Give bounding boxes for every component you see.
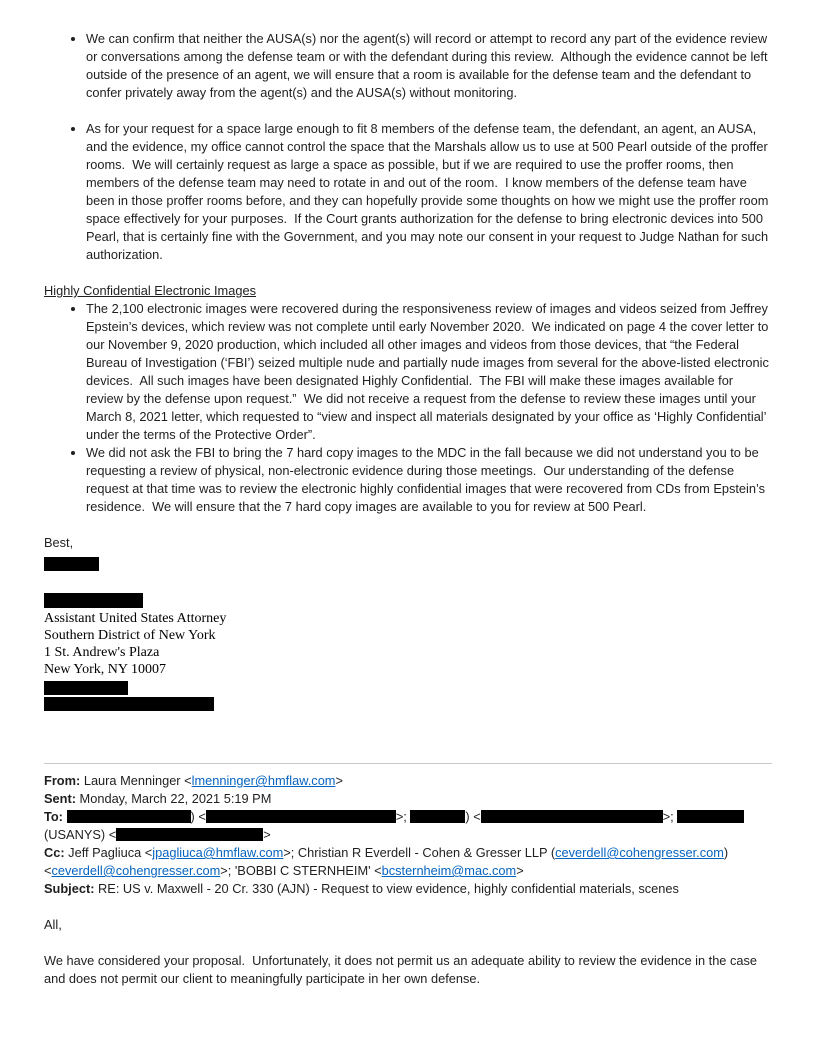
closing-text: Best, xyxy=(44,535,74,550)
signature-address: 1 St. Andrew's Plaza xyxy=(44,645,160,660)
reply-paragraph: We have considered your proposal. Unfortunately, it does not permit us an adequate ability to review the evidence in the case and does not permit our client to meaningfully participate in her own defense. xyxy=(44,953,761,986)
email-link[interactable]: ceverdell@cohengresser.com xyxy=(555,845,724,860)
sent-label: Sent: xyxy=(44,791,76,806)
signature-title: Assistant United States Attorney xyxy=(44,611,227,626)
to-usanys-text: > xyxy=(263,827,271,842)
signature-address: New York, NY 10007 xyxy=(44,662,166,677)
confidential-bullet-list xyxy=(44,300,772,516)
from-text: Laura Menninger < xyxy=(80,773,192,788)
redacted-text xyxy=(67,810,191,823)
redacted-text xyxy=(44,697,214,711)
redacted-text xyxy=(677,810,744,823)
sent-line xyxy=(44,790,772,808)
email-link[interactable]: bcsternheim@mac.com xyxy=(381,863,517,878)
redacted-text xyxy=(44,681,128,695)
redacted-text xyxy=(410,810,465,823)
redacted-text xyxy=(481,810,663,823)
bullet-item: • We did not ask the FBI to bring the 7 hard copy images to the MDC in the fall because we did not understand you to be requesting a review of physical, non-electronic evidence during those meetings. Our understanding of the defense request at that time was to review the electronic highly confidential images that were recovered from CDs from Epstein’s residence. We will ensure that the 7 hard copy images are available to you for review at 500 Pearl. xyxy=(86,444,772,516)
cc-text: >; 'BOBBI C STERNHEIM' < xyxy=(220,863,382,878)
from-label: From: xyxy=(44,773,81,788)
to-separator: ) < xyxy=(190,809,206,824)
section-heading: Highly Confidential Electronic Images xyxy=(44,283,256,298)
from-text: > xyxy=(335,773,343,788)
to-separator: >; xyxy=(395,809,411,824)
to-label: To: xyxy=(44,809,67,824)
bullet-item: • The 2,100 electronic images were recovered during the responsiveness review of images and videos seized from Jeffrey Epstein’s devices, which review was not complete until early November 2020. We indicated on page 4 the cover letter to our November 9, 2020 production, which included all other images and videos from those devices, that “the Federal Bureau of Investigation (‘FBI’) seized multiple nude and partially nude images from several for the above-listed electronic devices. All such images have been designated Highly Confidential. The FBI will make these images available for review by the defense upon request.” We did not receive a request from the defense to review these images until your March 8, 2021 letter, which requested to “view and inspect all materials designated by your office as ‘Highly Confidential’ under the terms of the Protective Order”. xyxy=(86,300,772,444)
email-link[interactable]: ceverdell@cohengresser.com xyxy=(51,863,221,878)
reply-salutation: All, xyxy=(44,917,62,932)
to-line xyxy=(44,808,772,844)
top-bullet-list xyxy=(44,30,772,264)
bullet-item: • As for your request for a space large enough to fit 8 members of the defense team, the defendant, an agent, an AUSA, and the evidence, my office cannot control the space that the Marshals allow us to use at 500 Pearl outside of the proffer rooms. We will certainly request as large a space as possible, but if we are required to use the proffer rooms, then members of the defense team may need to rotate in and out of the room. I know members of the defense team have been in those proffer rooms before, and they can hopefully provide some thoughts on how we might use the proffer room space effectively for your purposes. If the Court grants authorization for the defense to bring electronic devices into 500 Pearl, that is certainly fine with the Government, and you may note our consent in your request to Judge Nathan for such authorization. xyxy=(86,120,772,264)
redacted-text xyxy=(116,828,263,841)
cc-text: ) < xyxy=(44,845,732,878)
cc-text: >; Christian R Everdell - Cohen & Gresser LLP ( xyxy=(283,845,556,860)
redacted-text xyxy=(206,810,396,823)
signature-district: Southern District of New York xyxy=(44,628,216,643)
redacted-text xyxy=(44,557,99,571)
redacted-text xyxy=(44,593,143,608)
to-usanys-text: (USANYS) < xyxy=(44,809,748,842)
subject-value: RE: US v. Maxwell - 20 Cr. 330 (AJN) - Request to view evidence, highly confidential materials, scenes xyxy=(94,881,679,896)
subject-label: Subject: xyxy=(44,881,95,896)
signature-block xyxy=(44,593,772,711)
bullet-item: • We can confirm that neither the AUSA(s) nor the agent(s) will record or attempt to record any part of the evidence review or conversations among the defense team or with the defendant during this review. Although the evidence cannot be left outside of the presence of an agent, we will ensure that a room is available for the defense team and the defendant to confer privately away from the agent(s) and the AUSA(s) without monitoring. xyxy=(86,30,772,102)
divider-line xyxy=(44,763,772,764)
cc-text: Jeff Pagliuca < xyxy=(64,845,153,860)
email-link[interactable]: lmenninger@hmflaw.com xyxy=(191,773,336,788)
cc-label: Cc: xyxy=(44,845,65,860)
email-link[interactable]: jpagliuca@hmflaw.com xyxy=(152,845,284,860)
to-separator: ) < xyxy=(465,809,481,824)
sent-value: Monday, March 22, 2021 5:19 PM xyxy=(76,791,272,806)
from-line xyxy=(44,772,772,790)
cc-line xyxy=(44,844,772,880)
email-header xyxy=(44,772,772,898)
subject-line xyxy=(44,880,772,898)
cc-text: > xyxy=(516,863,524,878)
to-separator: >; xyxy=(662,809,678,824)
